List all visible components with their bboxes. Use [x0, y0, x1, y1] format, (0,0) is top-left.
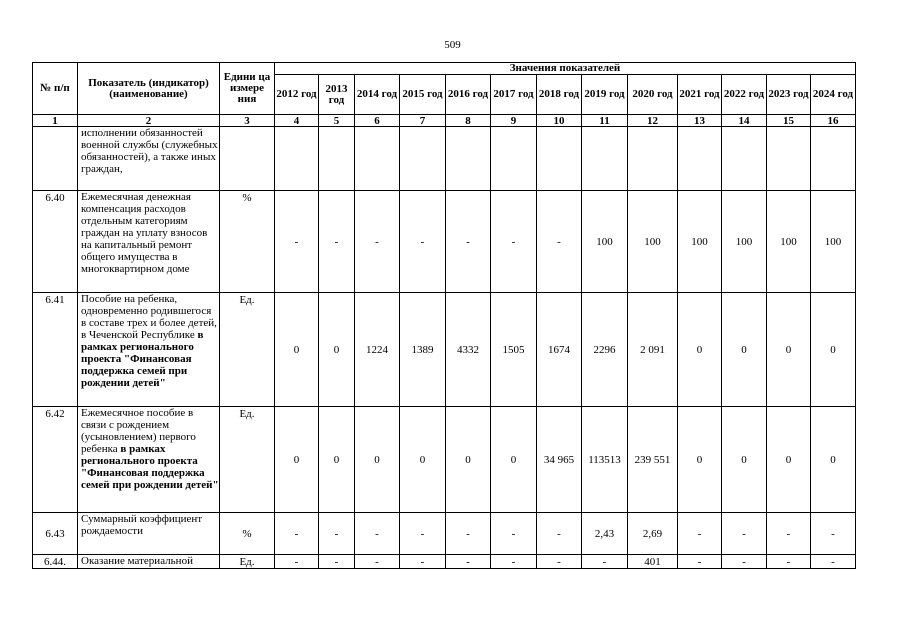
- value-cell: 2,43: [582, 513, 628, 555]
- value-cell: 100: [582, 191, 628, 293]
- value-cell: -: [446, 513, 491, 555]
- row-description: [78, 293, 220, 407]
- value-cell: [491, 127, 537, 191]
- column-index-15: 15: [767, 115, 811, 127]
- value-cell: 0: [491, 407, 537, 513]
- column-index-16: 16: [811, 115, 856, 127]
- value-cell: -: [678, 555, 722, 569]
- value-cell: -: [319, 191, 355, 293]
- column-index-8: 8: [446, 115, 491, 127]
- value-cell: -: [537, 191, 582, 293]
- value-cell: 0: [275, 293, 319, 407]
- value-cell: 2 091: [628, 293, 678, 407]
- header-indicator: Показатель (индикатор) (наименование): [78, 63, 220, 115]
- header-year-0: 2012 год: [275, 75, 319, 115]
- value-cell: -: [355, 513, 400, 555]
- value-cell: -: [582, 555, 628, 569]
- row-unit: %: [220, 513, 275, 555]
- table-row: [33, 407, 856, 513]
- header-year-9: 2021 год: [678, 75, 722, 115]
- column-index-11: 11: [582, 115, 628, 127]
- header-year-4: 2016 год: [446, 75, 491, 115]
- value-cell: 2296: [582, 293, 628, 407]
- row-number: 6.43: [33, 513, 78, 555]
- value-cell: 401: [628, 555, 678, 569]
- value-cell: [446, 127, 491, 191]
- row-description-project: в рамках регионального проекта "Финансовая поддержка семей при рождении детей": [81, 443, 219, 491]
- value-cell: 0: [678, 293, 722, 407]
- header-year-5: 2017 год: [491, 75, 537, 115]
- column-index-5: 5: [319, 115, 355, 127]
- value-cell: [722, 127, 767, 191]
- column-index-3: 3: [220, 115, 275, 127]
- row-number: 6.41: [33, 293, 78, 407]
- value-cell: 4332: [446, 293, 491, 407]
- value-cell: -: [319, 555, 355, 569]
- header-year-6: 2018 год: [537, 75, 582, 115]
- value-cell: 0: [767, 407, 811, 513]
- value-cell: 0: [355, 407, 400, 513]
- row-number: [33, 127, 78, 191]
- header-year-8: 2020 год: [628, 75, 678, 115]
- value-cell: -: [491, 191, 537, 293]
- header-num: № п/п: [33, 63, 78, 115]
- header-year-10: 2022 год: [722, 75, 767, 115]
- value-cell: 0: [722, 407, 767, 513]
- value-cell: 113513: [582, 407, 628, 513]
- value-cell: 0: [275, 407, 319, 513]
- value-cell: -: [811, 555, 856, 569]
- value-cell: -: [400, 513, 446, 555]
- value-cell: -: [722, 555, 767, 569]
- header-year-12: 2024 год: [811, 75, 856, 115]
- row-description-text: Суммарный коэффициент рождаемости: [81, 513, 203, 537]
- value-cell: -: [400, 191, 446, 293]
- value-cell: -: [767, 513, 811, 555]
- row-unit: Ед.: [220, 407, 275, 513]
- row-unit: [220, 127, 275, 191]
- value-cell: -: [811, 513, 856, 555]
- value-cell: -: [319, 513, 355, 555]
- header-year-1: 2013 год: [319, 75, 355, 115]
- value-cell: 1224: [355, 293, 400, 407]
- table-row: [33, 293, 856, 407]
- row-description-text: исполнении обязанностей военной службы (служебных обязанностей), а также иных граждан,: [81, 127, 218, 175]
- value-cell: -: [275, 191, 319, 293]
- value-cell: 100: [678, 191, 722, 293]
- value-cell: [628, 127, 678, 191]
- table-row: [33, 191, 856, 293]
- header-year-3: 2015 год: [400, 75, 446, 115]
- value-cell: 0: [722, 293, 767, 407]
- value-cell: -: [355, 191, 400, 293]
- page-number: 509: [444, 39, 461, 51]
- value-cell: 100: [628, 191, 678, 293]
- value-cell: 0: [446, 407, 491, 513]
- header-unit: Едини ца измере ния: [220, 63, 275, 115]
- table-row: [33, 555, 856, 569]
- column-index-12: 12: [628, 115, 678, 127]
- value-cell: -: [491, 513, 537, 555]
- row-description-text: Пособие на ребенка, одновременно родившегося в составе трех и более детей, в Чеченской Республике: [81, 293, 217, 341]
- row-number: 6.44.: [33, 555, 78, 569]
- value-cell: 100: [767, 191, 811, 293]
- value-cell: -: [446, 191, 491, 293]
- table-row: [33, 127, 856, 191]
- row-description: [78, 127, 220, 191]
- header-year-11: 2023 год: [767, 75, 811, 115]
- value-cell: -: [446, 555, 491, 569]
- row-description: [78, 513, 220, 555]
- row-description: [78, 407, 220, 513]
- column-index-13: 13: [678, 115, 722, 127]
- value-cell: 239 551: [628, 407, 678, 513]
- value-cell: -: [400, 555, 446, 569]
- row-description: [78, 555, 220, 569]
- row-unit: %: [220, 191, 275, 293]
- value-cell: 100: [722, 191, 767, 293]
- value-cell: [400, 127, 446, 191]
- column-index-4: 4: [275, 115, 319, 127]
- value-cell: 34 965: [537, 407, 582, 513]
- column-index-7: 7: [400, 115, 446, 127]
- header-year-2: 2014 год: [355, 75, 400, 115]
- value-cell: -: [678, 513, 722, 555]
- row-unit: Ед.: [220, 293, 275, 407]
- value-cell: [767, 127, 811, 191]
- row-description: [78, 191, 220, 293]
- table-row: [33, 513, 856, 555]
- value-cell: [537, 127, 582, 191]
- value-cell: 0: [811, 293, 856, 407]
- value-cell: -: [275, 513, 319, 555]
- row-description-text: Ежемесячная денежная компенсация расходов отдельным категориям граждан на уплату взносов на капитальный ремонт общего имущества в многоквартирном доме: [81, 191, 208, 275]
- column-index-9: 9: [491, 115, 537, 127]
- value-cell: [678, 127, 722, 191]
- value-cell: -: [355, 555, 400, 569]
- value-cell: 0: [319, 407, 355, 513]
- row-unit: Ед.: [220, 555, 275, 569]
- row-description-text: Оказание материальной: [81, 555, 193, 567]
- row-description-text: Ежемесячное пособие в связи с рождением (усыновлением) первого ребенка: [81, 407, 196, 455]
- value-cell: 2,69: [628, 513, 678, 555]
- value-cell: 100: [811, 191, 856, 293]
- value-cell: -: [722, 513, 767, 555]
- value-cell: -: [275, 555, 319, 569]
- column-index-10: 10: [537, 115, 582, 127]
- value-cell: [319, 127, 355, 191]
- indicators-table: [32, 62, 856, 569]
- row-number: 6.40: [33, 191, 78, 293]
- column-index-1: 1: [33, 115, 78, 127]
- value-cell: -: [767, 555, 811, 569]
- value-cell: 0: [319, 293, 355, 407]
- column-index-14: 14: [722, 115, 767, 127]
- value-cell: 0: [811, 407, 856, 513]
- column-index-6: 6: [355, 115, 400, 127]
- value-cell: [355, 127, 400, 191]
- row-number: 6.42: [33, 407, 78, 513]
- value-cell: [275, 127, 319, 191]
- row-description-project: в рамках регионального проекта "Финансовая поддержка семей при рождении детей": [81, 329, 204, 389]
- value-cell: 0: [767, 293, 811, 407]
- value-cell: 0: [678, 407, 722, 513]
- column-index-2: 2: [78, 115, 220, 127]
- value-cell: 1505: [491, 293, 537, 407]
- value-cell: 1674: [537, 293, 582, 407]
- value-cell: [811, 127, 856, 191]
- header-values-group: Значения показателей: [275, 63, 856, 75]
- value-cell: -: [537, 513, 582, 555]
- value-cell: 1389: [400, 293, 446, 407]
- value-cell: 0: [400, 407, 446, 513]
- value-cell: -: [491, 555, 537, 569]
- value-cell: [582, 127, 628, 191]
- header-year-7: 2019 год: [582, 75, 628, 115]
- value-cell: -: [537, 555, 582, 569]
